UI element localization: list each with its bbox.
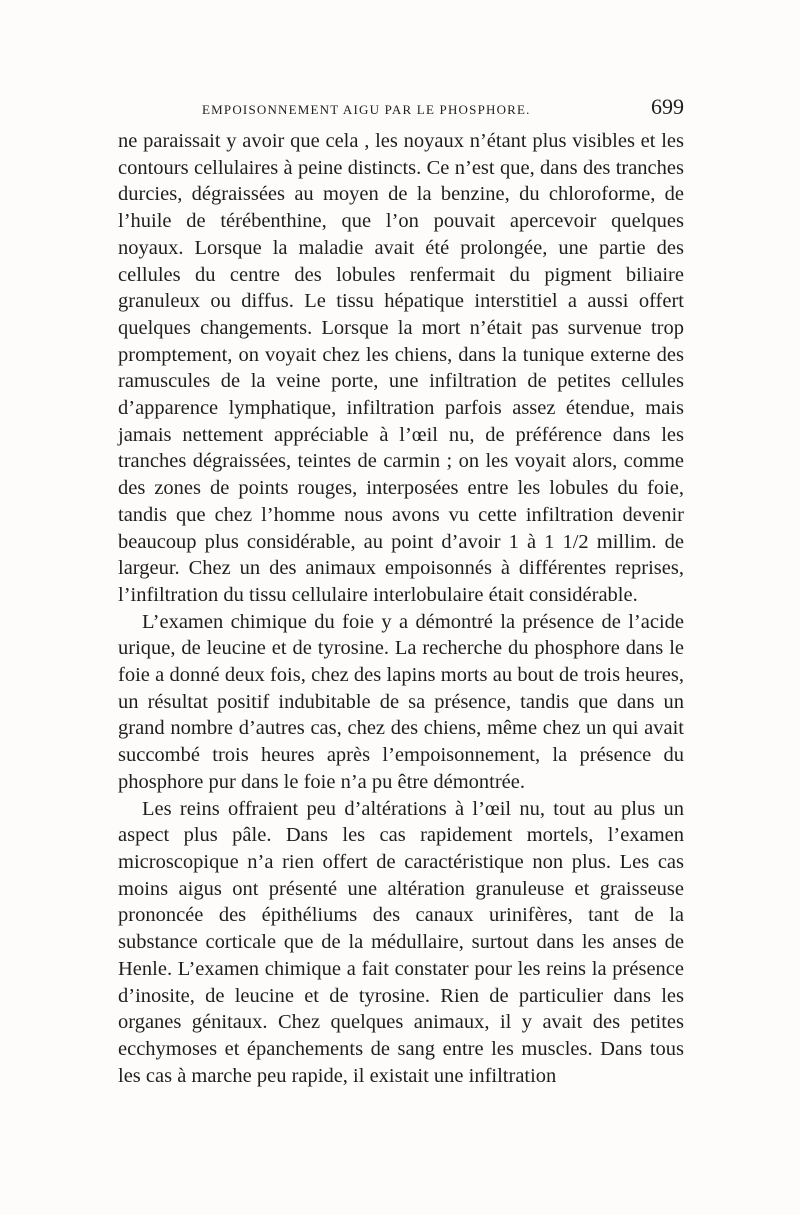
paragraph-examen-chimique: L’examen chimique du foie y a démontré la présence de l’acide urique, de leucine et de tyrosine. La recherche du phosphore dans le foie a donné deux fois, chez des lapins morts au bout de trois heures, un résultat positif indubitable de sa présence, tandis que dans un grand nombre d’autres cas, chez des chiens, même chez un qui avait succombé trois heures après l’empoisonnement, la présence du phosphore pur dans le foie n’a pu être démontrée. [118, 610, 684, 793]
paragraph-continued: ne paraissait y avoir que cela , les noyaux n’étant plus visibles et les contours cellulaires à peine distincts. Ce n’est que, dans des tranches durcies, dégraissées au moyen de la benzine, du chloroforme, de l’huile de térébenthine, que l’on pouvait apercevoir quelques noyaux. Lorsque la maladie avait été prolongée, une partie des cellules du centre des lobules renfermait du pigment biliaire granuleux ou diffus. Le tissu hépatique interstitiel a aussi offert quelques changements. Lorsque la mort n’était pas survenue trop promptement, on voyait chez les chiens, dans la tunique externe des ramuscules de la veine porte, une infiltration de petites cellules d’apparence lymphatique, infiltration parfois assez étendue, mais jamais nettement appréciable à l’œil nu, de préférence dans les tranches dégraissées, teintes de carmin ; on les voyait alors, comme des zones de points rouges, interposées entre les lobules du foie, tandis que chez l’homme nous avons vu cette infiltration devenir beaucoup plus considérable, au point d’avoir 1 à 1 1/2 millim. de largeur. Chez un des animaux empoisonnés à différentes reprises, l’infiltration du tissu cellulaire interlobulaire était considérable. [118, 130, 684, 606]
running-title: EMPOISONNEMENT AIGU PAR LE PHOSPHORE. [202, 102, 531, 117]
body-text [118, 128, 684, 1089]
page-number: 699 [651, 94, 684, 119]
paragraph-reins: Les reins offraient peu d’altérations à l’œil nu, tout au plus un aspect plus pâle. Dans les cas rapidement mortels, l’examen microscopique n’a rien offert de caractéristique non plus. Les cas moins aigus ont présenté une altération granuleuse et graisseuse prononcée des épithéliums des canaux urinifères, tant de la substance corticale que de la médullaire, surtout dans les anses de Henle. L’examen chimique a fait constater pour les reins la présence d’inosite, de leucine et de tyrosine. Rien de particulier dans les organes génitaux. Chez quelques animaux, il y avait des petites ecchymoses et épanchements de sang entre les muscles. Dans tous les cas à marche peu rapide, il existait une infiltration [118, 797, 684, 1087]
page-header [118, 92, 684, 122]
